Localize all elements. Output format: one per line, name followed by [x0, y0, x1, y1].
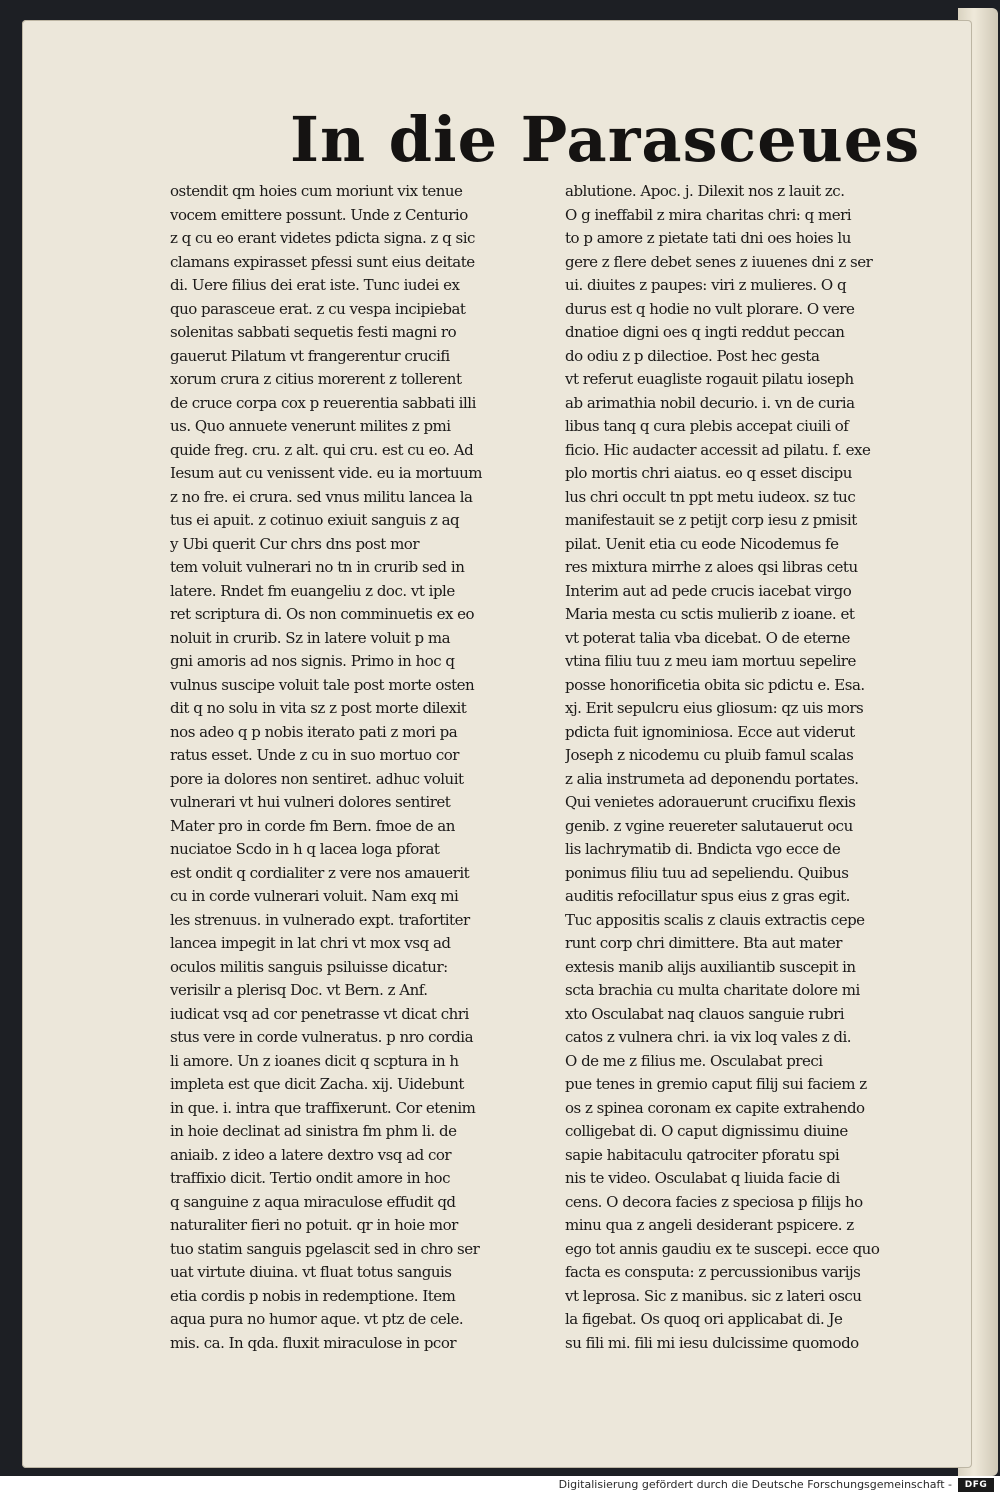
text-line: la figebat. Os quoq ori applicabat di. Je	[565, 1310, 843, 1328]
text-line: xorum crura z citius morerent z tollerent	[170, 370, 462, 388]
text-line: tuo statim sanguis pgelascit sed in chro ser	[170, 1239, 480, 1258]
text-line: vocem emittere possunt. Unde z Centurio	[170, 205, 468, 224]
text-line: O g ineffabil z mira charitas chri: q meri	[565, 205, 852, 224]
text-line: libus tanq q cura plebis accepat ciuili of	[565, 417, 849, 435]
text-line: Mater pro in corde fm Bern. fmoe de an	[170, 816, 455, 835]
text-line: z q cu eo erant videtes pdicta signa. z q sic	[170, 229, 475, 247]
text-line: vulnerari vt hui vulneri dolores sentiret	[170, 793, 451, 811]
text-line: Interim aut ad pede crucis iacebat virgo	[565, 581, 852, 600]
text-line: z no fre. ei crura. sed vnus militu lancea la	[170, 487, 473, 506]
text-line: durus est q hodie no vult plorare. O vere	[565, 299, 855, 318]
text-line: in hoie declinat ad sinistra fm phm li. de	[170, 1122, 457, 1140]
text-line: facta es consputa: z percussionibus varijs	[565, 1263, 861, 1281]
text-line: us. Quo annuete venerunt milites z pmi	[170, 417, 451, 435]
text-line: clamans expirasset pfessi sunt eius deitate	[170, 252, 475, 271]
text-line: os z spinea coronam ex capite extrahendo	[565, 1098, 865, 1117]
text-line: in que. i. intra que traffixerunt. Cor etenim	[170, 1098, 476, 1117]
text-line: catos z vulnera chri. ia vix loq vales z di.	[565, 1028, 852, 1046]
text-line: est ondit q cordialiter z vere nos amauerit	[170, 863, 470, 882]
funding-credit: Digitalisierung gefördert durch die Deutsche Forschungsgemeinschaft -	[558, 1478, 952, 1491]
text-line: lancea impegit in lat chri vt mox vsq ad	[170, 934, 451, 952]
text-line: pilat. Uenit etia cu eode Nicodemus fe	[565, 534, 839, 553]
text-line: li amore. Un z ioanes dicit q scptura in h	[170, 1051, 459, 1070]
text-line: quo parasceue erat. z cu vespa incipiebat	[170, 299, 466, 318]
text-column-left	[170, 180, 575, 1355]
text-line: O de me z filius me. Osculabat preci	[565, 1051, 823, 1070]
text-line: mis. ca. In qda. fluxit miraculose in pcor	[170, 1333, 457, 1352]
text-line: sapie habitaculu qatrociter pforatu spi	[565, 1145, 840, 1164]
text-line: extesis manib alijs auxiliantib suscepit in	[565, 957, 856, 976]
text-line: runt corp chri dimittere. Bta aut mater	[565, 934, 842, 952]
text-line: tem voluit vulnerari no tn in crurib sed in	[170, 558, 465, 576]
text-line: nis te video. Osculabat q liuida facie di	[565, 1169, 840, 1187]
text-line: cens. O decora facies z speciosa p filijs ho	[565, 1192, 863, 1211]
text-line: lis lachrymatib di. Bndicta vgo ecce de	[565, 840, 841, 858]
text-line: impleta est que dicit Zacha. xij. Uidebunt	[170, 1075, 464, 1093]
text-line: etia cordis p nobis in redemptione. Item	[170, 1286, 456, 1305]
text-line: ego tot annis gaudiu ex te suscepi. ecce quo	[565, 1239, 880, 1258]
text-line: stus vere in corde vulneratus. p nro cordia	[170, 1028, 474, 1046]
text-line: minu qua z angeli desiderant pspicere. z	[565, 1216, 854, 1234]
text-line: pore ia dolores non sentiret. adhuc voluit	[170, 769, 464, 788]
text-line: ostendit qm hoies cum moriunt vix tenue	[170, 182, 463, 200]
text-line: di. Uere filius dei erat iste. Tunc iudei ex	[170, 276, 460, 294]
text-line: to p amore z pietate tati dni oes hoies lu	[565, 229, 851, 247]
text-line: vt poterat talia vba dicebat. O de eterne	[565, 628, 850, 647]
text-line: posse honorificetia obita sic pdictu e. Esa.	[565, 675, 865, 694]
text-line: vt leprosa. Sic z manibus. sic z lateri oscu	[565, 1286, 862, 1305]
text-line: colligebat di. O caput dignissimu diuine	[565, 1122, 848, 1140]
text-line: dnatioe digni oes q ingti reddut peccan	[565, 323, 845, 341]
text-line: les strenuus. in vulnerado expt. trafortiter	[170, 910, 470, 929]
text-line: plo mortis chri aiatus. eo q esset discipu	[565, 464, 852, 482]
page-title: In die Parasceues	[290, 103, 921, 176]
text-line: oculos militis sanguis psiluisse dicatur:	[170, 957, 448, 976]
text-line: Joseph z nicodemu cu pluib famul scalas	[565, 746, 854, 764]
footer-bar	[0, 1476, 1000, 1494]
text-line: xto Osculabat naq clauos sanguie rubri	[565, 1004, 845, 1023]
text-line: scta brachia cu multa charitate dolore mi	[565, 981, 860, 999]
text-line: dit q no solu in vita sz z post morte dilexit	[170, 699, 467, 717]
text-line: iudicat vsq ad cor penetrasse vt dicat chri	[170, 1004, 469, 1023]
text-line: Tuc appositis scalis z clauis extractis cepe	[565, 910, 865, 929]
text-line: naturaliter fieri no potuit. qr in hoie mor	[170, 1216, 458, 1234]
text-line: de cruce corpa cox p reuerentia sabbati illi	[170, 393, 476, 412]
text-line: latere. Rndet fm euangeliu z doc. vt iple	[170, 581, 455, 600]
text-line: ratus esset. Unde z cu in suo mortuo cor	[170, 746, 459, 764]
text-line: Iesum aut cu venissent vide. eu ia mortuum	[170, 464, 483, 482]
text-line: xj. Erit sepulcru eius gliosum: qz uis mors	[565, 699, 864, 717]
dfg-logo: DFG	[958, 1478, 994, 1492]
text-line: solenitas sabbati sequetis festi magni ro	[170, 323, 457, 341]
text-line: gauerut Pilatum vt frangerentur crucifi	[170, 346, 450, 365]
text-line: ficio. Hic audacter accessit ad pilatu. f. exe	[565, 440, 871, 459]
text-line: noluit in crurib. Sz in latere voluit p ma	[170, 628, 451, 647]
text-line: Qui venietes adorauerunt crucifixu flexis	[565, 793, 856, 811]
text-line: nuciatoe Scdo in h q lacea loga pforat	[170, 840, 440, 858]
text-line: gni amoris ad nos signis. Primo in hoc q	[170, 652, 455, 670]
text-line: q sanguine z aqua miraculose effudit qd	[170, 1192, 456, 1211]
text-line: nos adeo q p nobis iterato pati z mori pa	[170, 722, 458, 741]
text-line: genib. z vgine reuereter salutauerut ocu	[565, 816, 853, 835]
text-line: verisilr a plerisq Doc. vt Bern. z Anf.	[170, 981, 428, 999]
text-line: lus chri occult tn ppt metu iudeox. sz tuc	[565, 487, 856, 506]
text-line: auditis refocillatur spus eius z gras egit.	[565, 887, 850, 905]
text-line: quide freg. cru. z alt. qui cru. est cu eo. Ad	[170, 440, 474, 459]
text-line: Maria mesta cu sctis mulierib z ioane. et	[565, 605, 855, 623]
text-line: tus ei apuit. z cotinuo exiuit sanguis z aq	[170, 511, 460, 529]
text-line: aqua pura no humor aque. vt ptz de cele.	[170, 1310, 464, 1328]
text-line: vt referut euagliste rogauit pilatu ioseph	[565, 370, 854, 388]
text-line: res mixtura mirrhe z aloes qsi libras cetu	[565, 558, 858, 576]
text-line: uat virtute diuina. vt fluat totus sanguis	[170, 1263, 452, 1281]
text-line: pdicta fuit ignominiosa. Ecce aut viderut	[565, 722, 855, 741]
text-line: vtina filiu tuu z meu iam mortuu sepelire	[565, 652, 856, 670]
text-line: y Ubi querit Cur chrs dns post mor	[170, 534, 420, 553]
text-column-right	[565, 180, 970, 1355]
text-line: pue tenes in gremio caput filij sui faciem z	[565, 1075, 867, 1093]
text-line: z alia instrumeta ad deponendu portates.	[565, 769, 859, 788]
text-line: ablutione. Apoc. j. Dilexit nos z lauit zc.	[565, 182, 845, 200]
text-line: cu in corde vulnerari voluit. Nam exq mi	[170, 887, 459, 905]
text-line: su fili mi. fili mi iesu dulcissime quomodo	[565, 1333, 859, 1352]
text-line: aniaib. z ideo a latere dextro vsq ad cor	[170, 1145, 452, 1164]
text-line: ui. diuites z paupes: viri z mulieres. O q	[565, 276, 847, 294]
text-line: vulnus suscipe voluit tale post morte osten	[170, 675, 475, 694]
text-line: manifestauit se z petijt corp iesu z pmisit	[565, 511, 857, 529]
text-line: do odiu z p dilectioe. Post hec gesta	[565, 346, 820, 365]
text-line: ret scriptura di. Os non comminuetis ex eo	[170, 605, 475, 623]
text-line: ponimus filiu tuu ad sepeliendu. Quibus	[565, 863, 849, 882]
text-line: traffixio dicit. Tertio ondit amore in hoc	[170, 1169, 450, 1187]
text-line: ab arimathia nobil decurio. i. vn de curia	[565, 393, 855, 412]
text-line: gere z flere debet senes z iuuenes dni z ser	[565, 252, 873, 271]
